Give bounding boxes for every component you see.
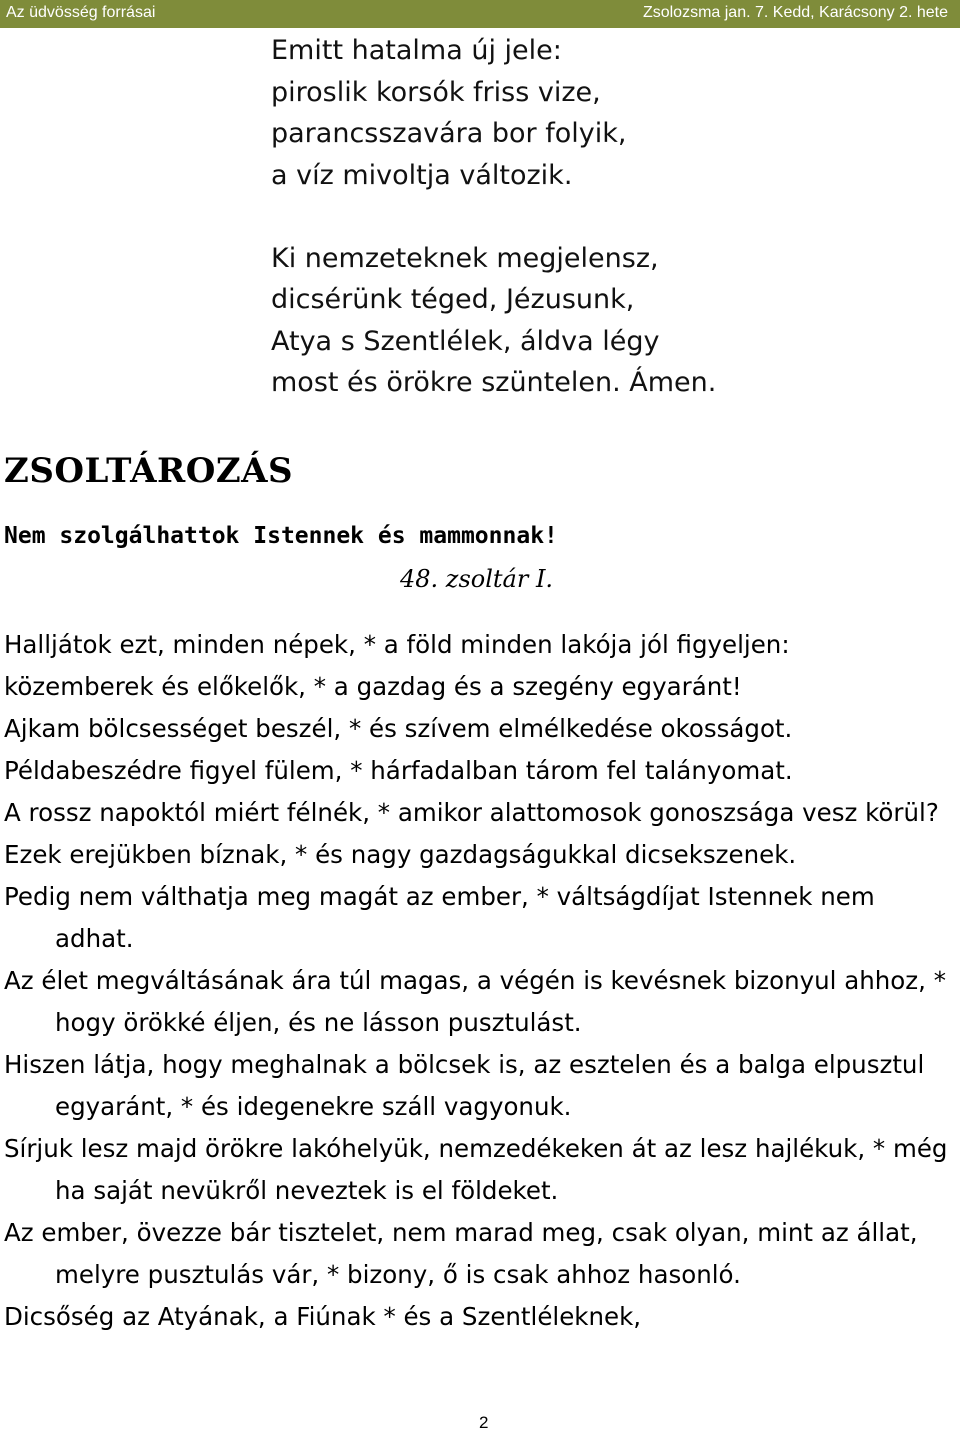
section-title: ZSOLTÁROZÁS: [4, 451, 294, 491]
psalm-verse: közemberek és előkelők, * a gazdag és a szegény egyaránt!: [4, 672, 742, 701]
header-book-title: Az üdvösség forrásai: [6, 4, 156, 21]
hymn-line: most és örökre szüntelen. Ámen.: [271, 367, 717, 398]
psalm-verse: Hiszen látja, hogy meghalnak a bölcsek is, az esztelen és a balga elpusztul egyaránt, * és idegenekre száll vagyonuk.: [4, 1050, 925, 1121]
psalm-verse: Az ember, övezze bár tisztelet, nem marad meg, csak olyan, mint az állat, melyre pusztulás vár, * bizony, ő is csak ahhoz hasonló.: [4, 1218, 918, 1289]
hymn-line: Emitt hatalma új jele:: [271, 35, 562, 66]
page-number: 2: [479, 1413, 489, 1432]
stanza-gap: [271, 196, 716, 238]
psalm-reference: 48. zsoltár I.: [400, 565, 554, 593]
hymn-line: Ki nemzeteknek megjelensz,: [271, 242, 659, 274]
hymn-text: [271, 30, 716, 404]
hymn-line: dicsérünk téged, Jézusunk,: [271, 284, 635, 315]
psalm-verse: Ezek erejükben bíznak, * és nagy gazdagságukkal dicsekszenek.: [4, 840, 797, 869]
header-liturgy-info: Zsolozsma jan. 7. Kedd, Karácsony 2. hete: [642, 4, 948, 21]
hymn-line: piroslik korsók friss vize,: [271, 76, 601, 108]
hymn-line: parancsszavára bor folyik,: [271, 118, 627, 149]
hymn-line: a víz mivoltja változik.: [271, 159, 573, 191]
psalm-verses: [4, 624, 960, 1338]
psalm-heading: Nem szolgálhattok Istennek és mammonnak!: [4, 523, 558, 549]
psalm-verse: Halljátok ezt, minden népek, * a föld minden lakója jól figyeljen:: [4, 630, 790, 659]
psalm-verse: Példabeszédre figyel fülem, * hárfadalban tárom fel talányomat.: [4, 756, 793, 785]
hymn-line: Atya s Szentlélek, áldva légy: [271, 325, 660, 357]
psalm-verse: Dicsőség az Atyának, a Fiúnak * és a Szentléleknek,: [4, 1302, 642, 1331]
psalm-verse: Pedig nem válthatja meg magát az ember, * váltságdíjat Istennek nem adhat.: [4, 882, 875, 953]
psalm-verse: Sírjuk lesz majd örökre lakóhelyük, nemzedékeken át az lesz hajlékuk, * még ha saját nevükről neveztek is el földeket.: [4, 1134, 948, 1205]
psalm-verse: Az élet megváltásának ára túl magas, a végén is kevésnek bizonyul ahhoz, * hogy örökké éljen, és ne lásson pusztulást.: [4, 966, 946, 1037]
page-header: [0, 0, 960, 28]
psalm-verse: A rossz napoktól miért félnék, * amikor alattomosok gonoszsága vesz körül?: [4, 798, 939, 827]
psalm-verse: Ajkam bölcsességet beszél, * és szívem elmélkedése okosságot.: [4, 714, 793, 743]
